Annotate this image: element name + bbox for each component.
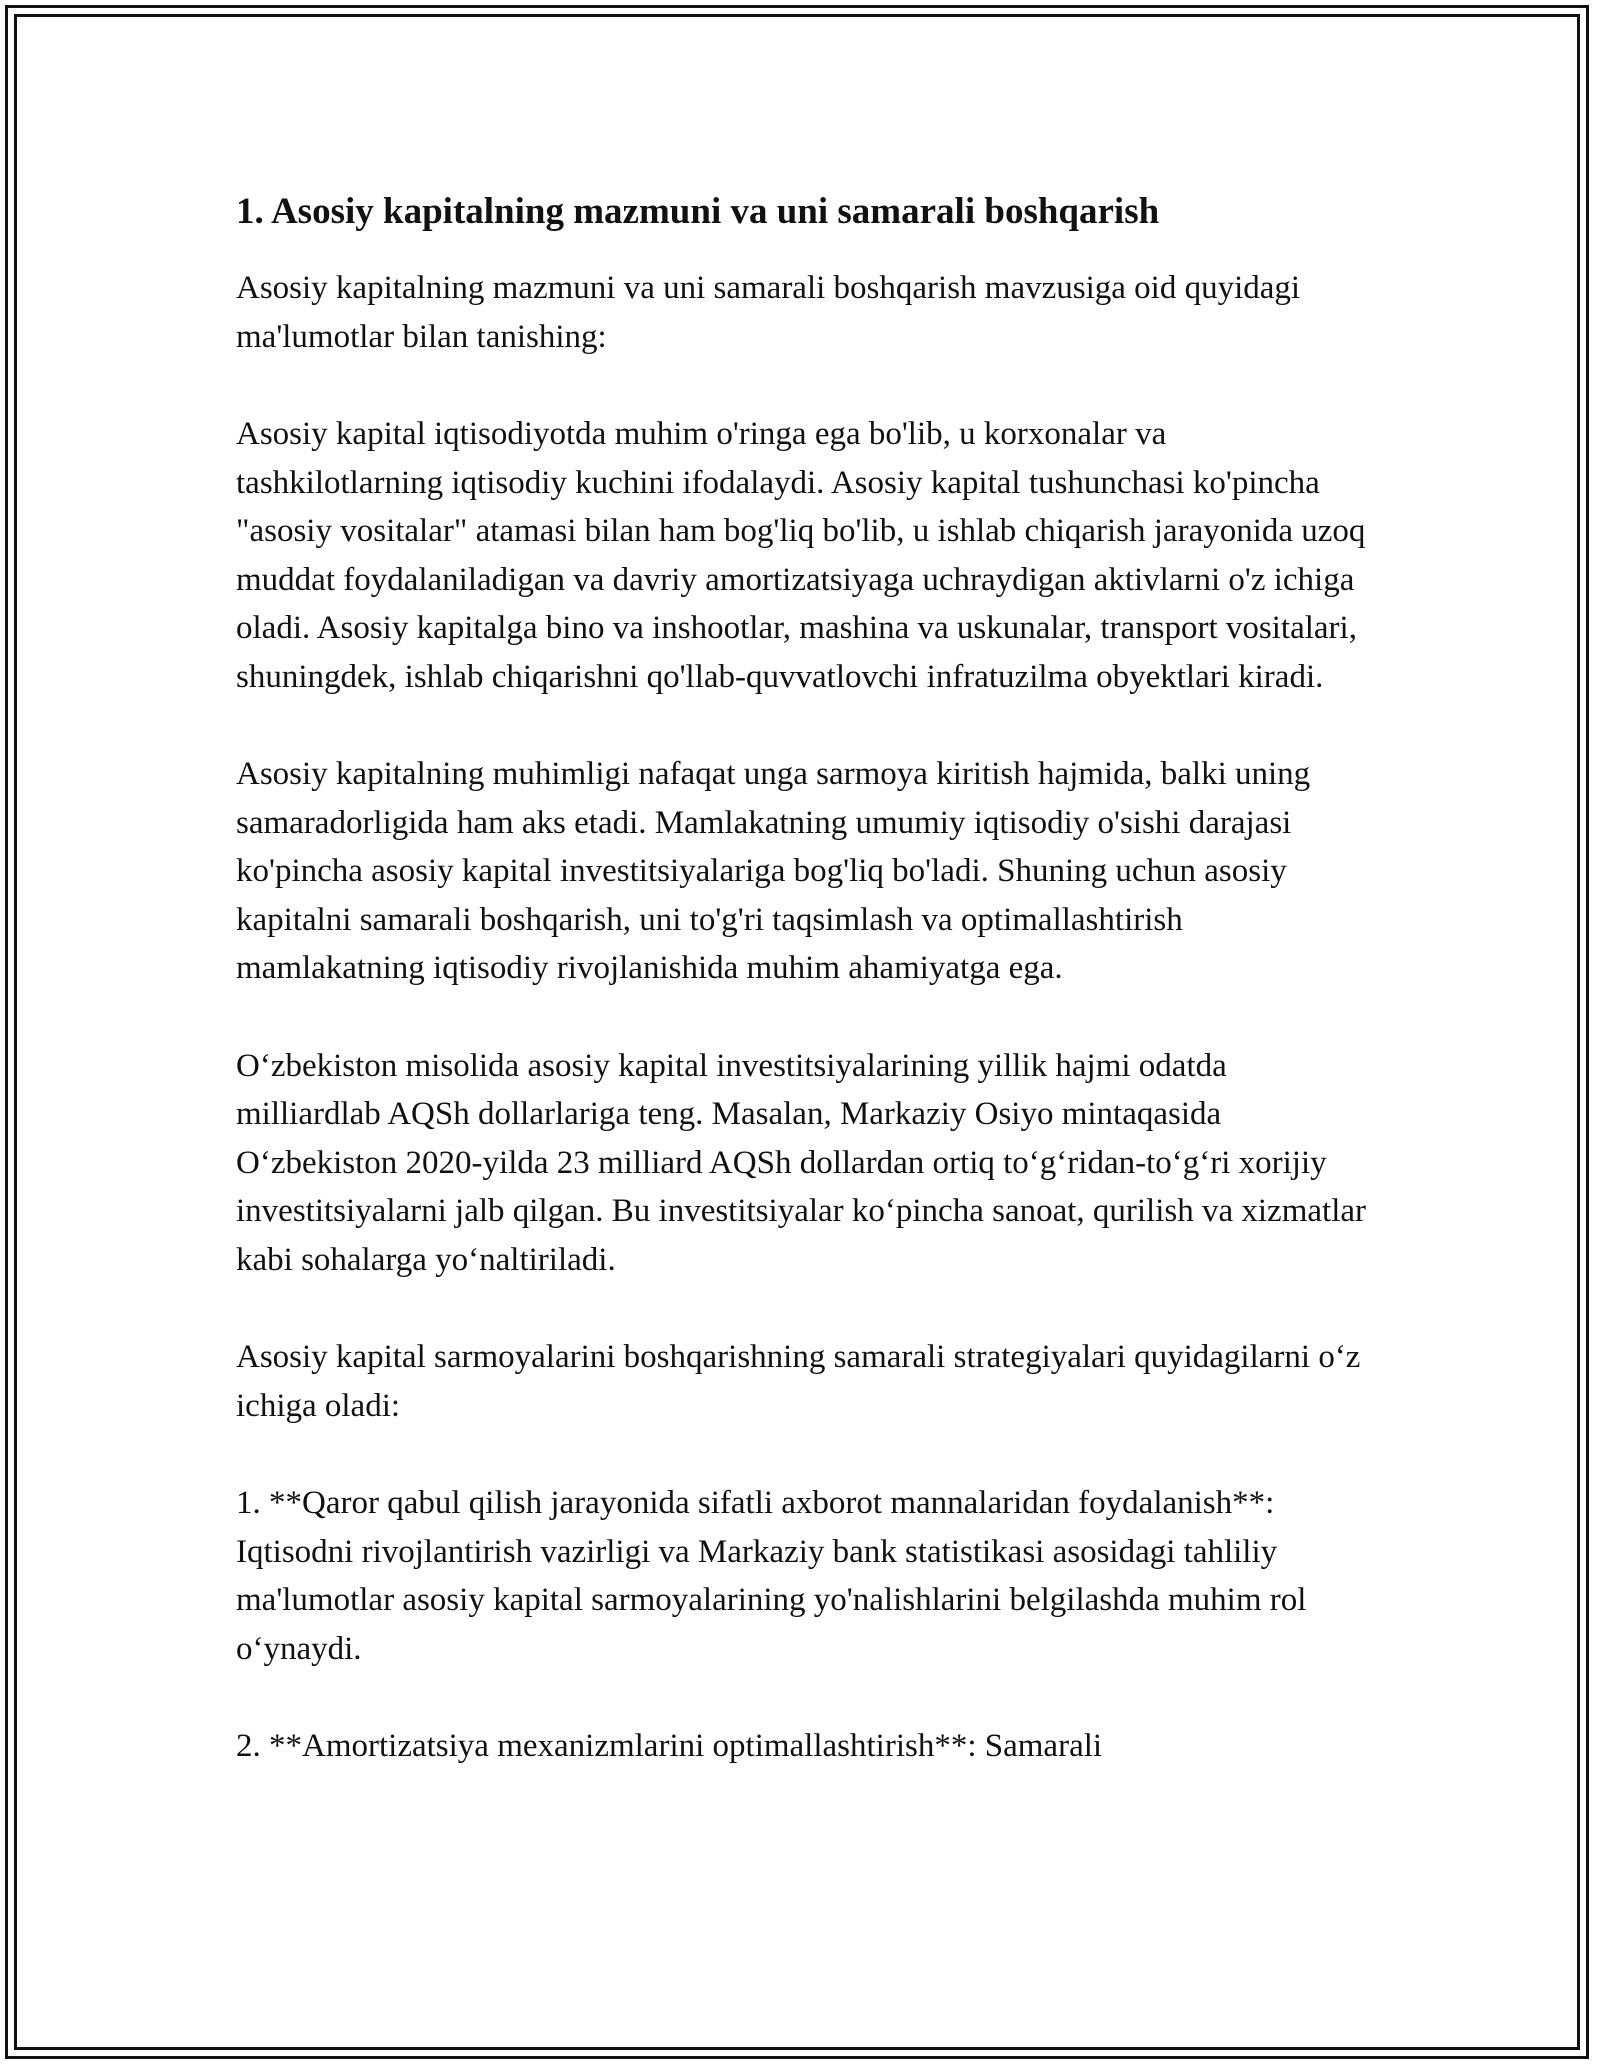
definition-paragraph: Asosiy kapital iqtisodiyotda muhim o'ringa ega bo'lib, u korxonalar va tashkilotlarning iqtisodiy kuchini ifodalaydi. Asosiy kapital tushunchasi ko'pincha "asosiy vositalar" atamasi bilan ham bog'liq bo'lib, u ishlab chiqarish jarayonida uzoq muddat foydalaniladigan va davriy amortizatsiyaga uchraydigan aktivlarni o'z ichiga oladi. Asosiy kapitalga bino va inshootlar, mashina va uskunalar, transport vositalari, shuningdek, ishlab chiqarishni qo'llab-quvvatlovchi infratuzilma obyektlari kiradi. bbox=[236, 416, 1366, 695]
page-title: 1. Asosiy kapitalning mazmuni va uni samarali boshqarish bbox=[236, 191, 1160, 232]
strategies-intro-paragraph: Asosiy kapital sarmoyalarini boshqarishning samarali strategiyalari quyidagilarni o‘z ichiga oladi: bbox=[236, 1339, 1361, 1424]
intro-paragraph: Asosiy kapitalning mazmuni va uni samarali boshqarish mavzusiga oid quyidagi ma'lumotlar bilan tanishing: bbox=[236, 270, 1301, 355]
strategy-item-1: 1. **Qaror qabul qilish jarayonida sifatli axborot mannalaridan foydalanish**: Iqtisodni rivojlantirish vazirligi va Markaziy bank statistikasi asosidagi tahliliy ma'lumotlar asosiy kapital sarmoyalarining yo'nalishlarini belgilashda muhim rol o‘ynaydi. bbox=[236, 1485, 1307, 1667]
strategy-item-2: 2. **Amortizatsiya mexanizmlarini optimallashtirish**: Samarali bbox=[236, 1728, 1103, 1764]
uzbekistan-paragraph: O‘zbekiston misolida asosiy kapital investitsiyalarining yillik hajmi odatda milliardlab AQSh dollarlariga teng. Masalan, Markaziy Osiyo mintaqasida O‘zbekiston 2020-yilda 23 milliard AQSh dollardan ortiq to‘g‘ridan-to‘g‘ri xorijiy investitsiyalarni jalb qilgan. Bu investitsiyalar ko‘pincha sanoat, qurilish va xizmatlar kabi sohalarga yo‘naltiriladi. bbox=[236, 1047, 1366, 1278]
importance-paragraph: Asosiy kapitalning muhimligi nafaqat unga sarmoya kiritish hajmida, balki uning samaradorligida ham aks etadi. Mamlakatning umumiy iqtisodiy o'sishi darajasi ko'pincha asosiy kapital investitsiyalariga bog'liq bo'ladi. Shuning uchun asosiy kapitalni samarali boshqarish, uni to'g'ri taqsimlash va optimallashtirish mamlakatning iqtisodiy rivojlanishida muhim ahamiyatga ega. bbox=[236, 756, 1311, 986]
document-body bbox=[236, 186, 1376, 1820]
